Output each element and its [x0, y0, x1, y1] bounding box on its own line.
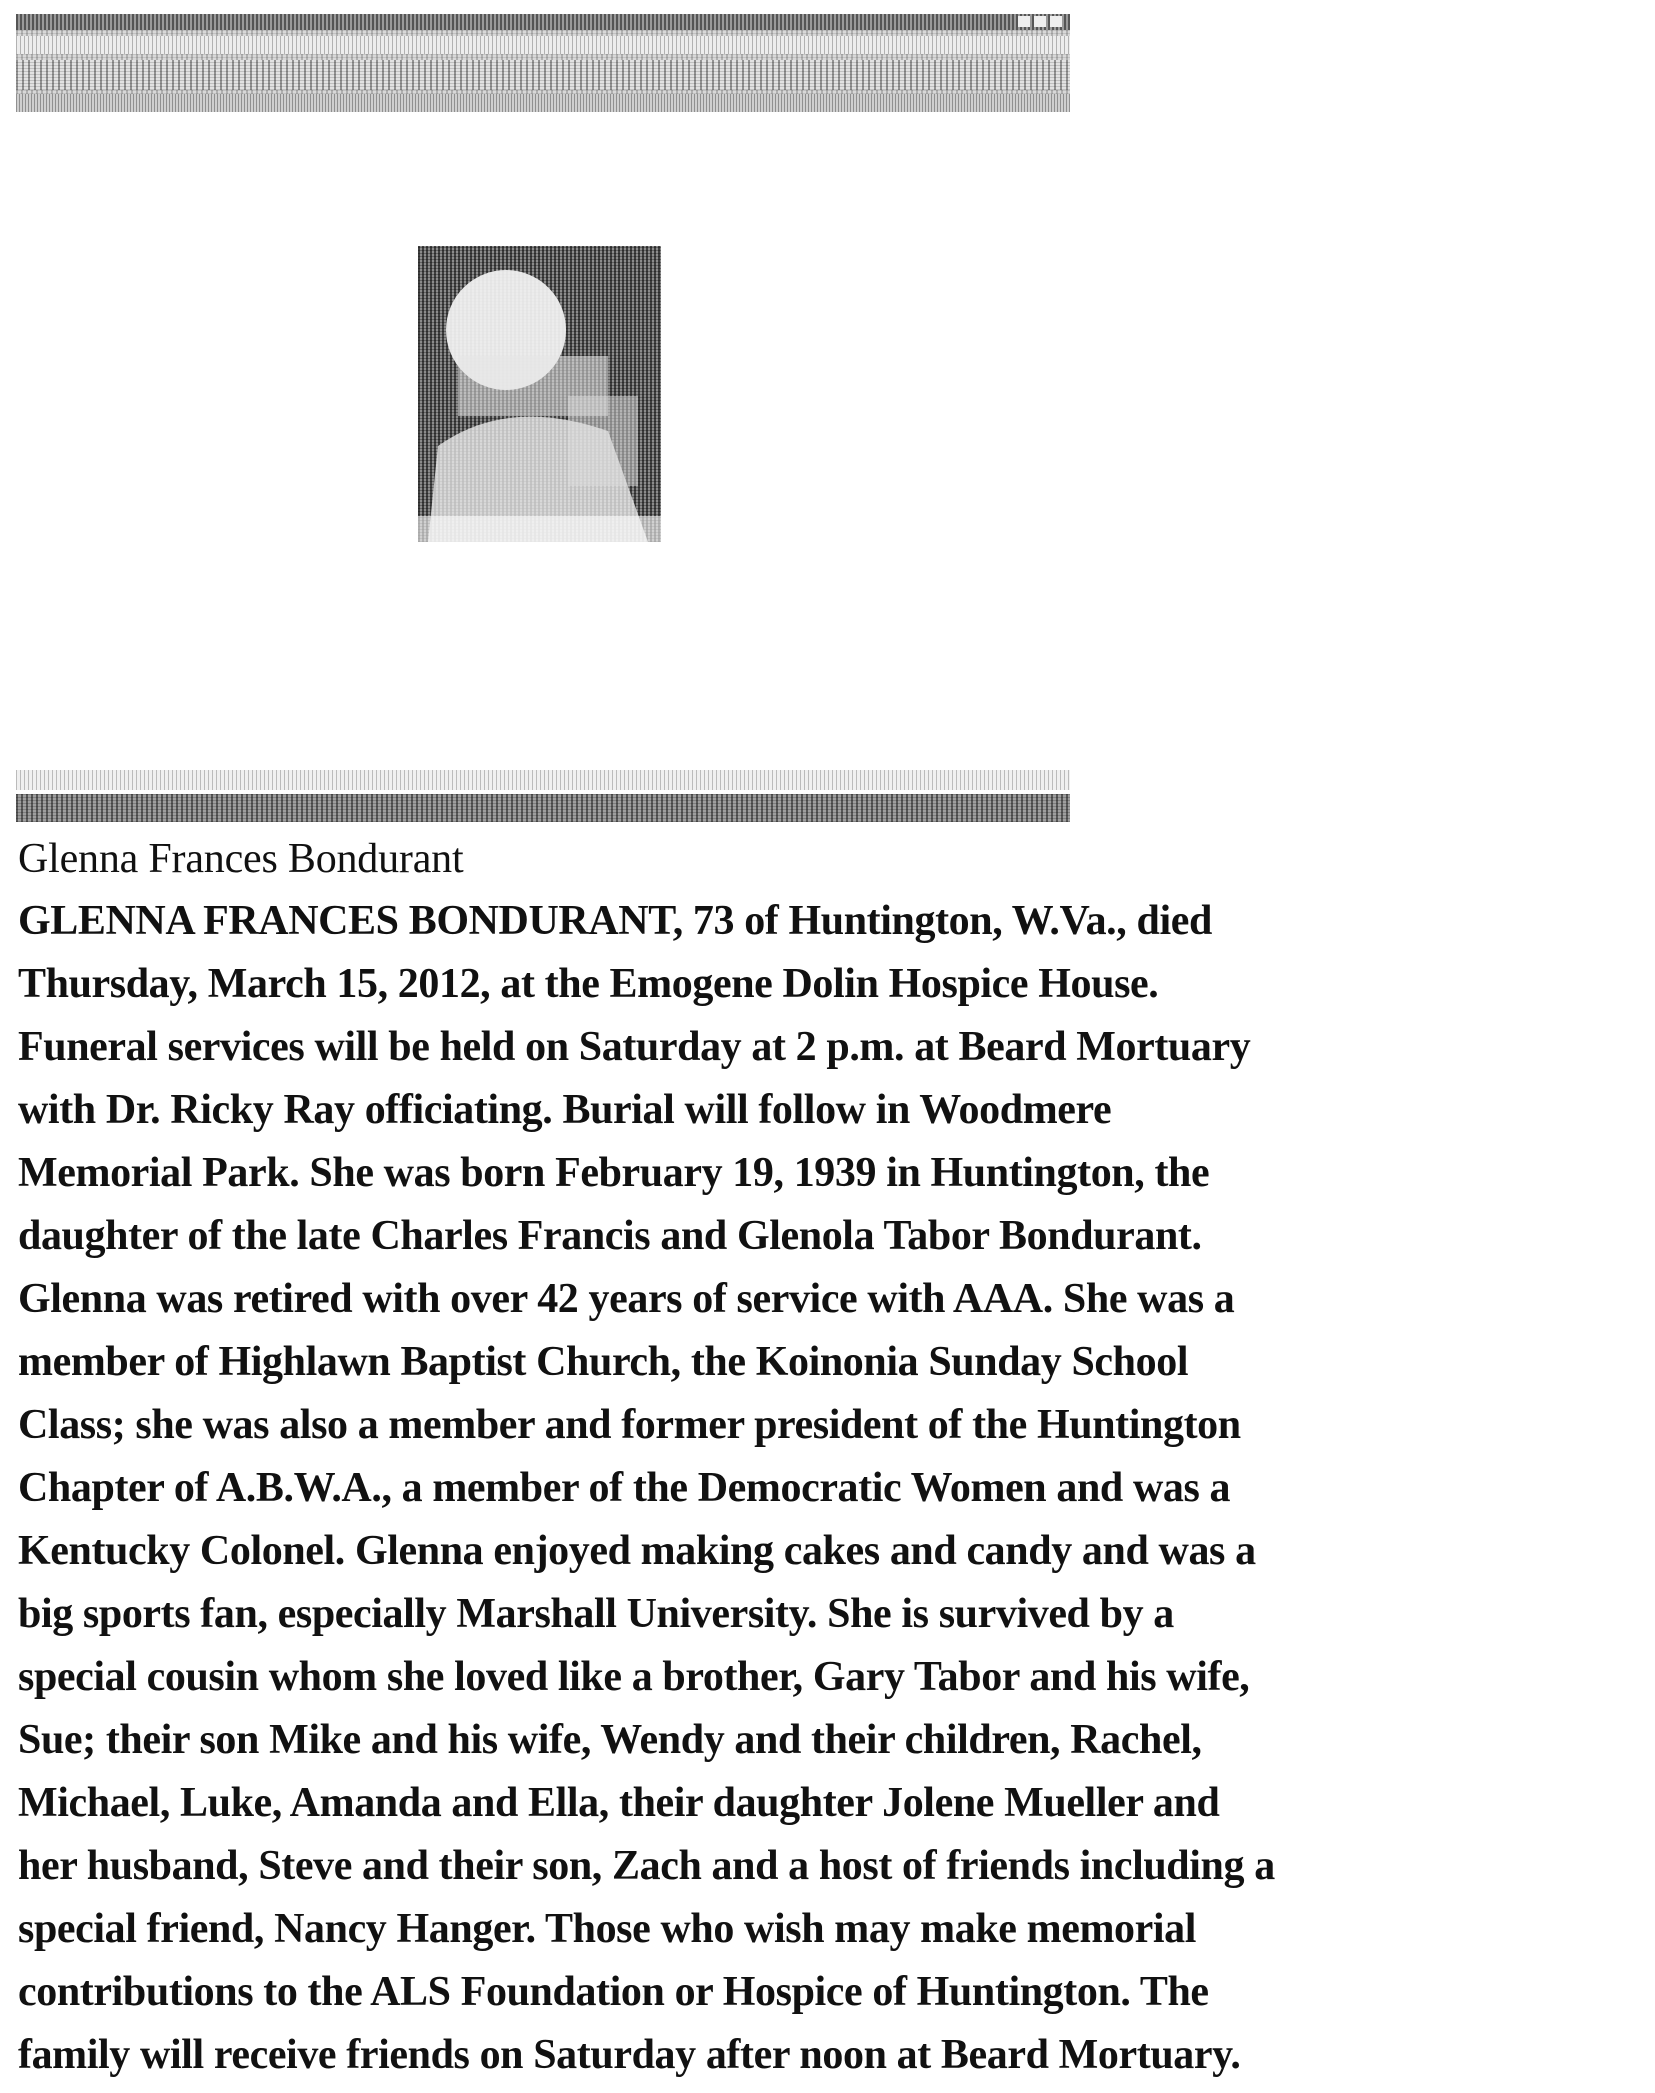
obituary-line: daughter of the late Charles Francis and Glenola Tabor Bondurant. [18, 1213, 1202, 1259]
address-bar [16, 94, 1070, 112]
obituary-line: special cousin whom she loved like a brother, Gary Tabor and his wife, [18, 1654, 1250, 1700]
obituary-line: Memorial Park. She was born February 19, 1939 in Huntington, the [18, 1150, 1210, 1196]
obituary-line: Michael, Luke, Amanda and Ella, their daughter Jolene Mueller and [18, 1780, 1220, 1826]
toolbar-strip [16, 60, 1070, 90]
browser-statusbar-scan [16, 770, 1070, 822]
portrait-photo-icon [418, 246, 661, 542]
obituary-line: special friend, Nancy Hanger. Those who wish may make memorial [18, 1906, 1197, 1952]
obituary-line: contributions to the ALS Foundation or Hospice of Huntington. The [18, 1969, 1209, 2015]
obituary-line: Class; she was also a member and former president of the Huntington [18, 1402, 1241, 1448]
obituary-line: Funeral services will be held on Saturday at 2 p.m. at Beard Mortuary [18, 1024, 1251, 1070]
status-bar [16, 770, 1070, 790]
obituary-line: Chapter of A.B.W.A., a member of the Democratic Women and was a [18, 1465, 1231, 1511]
menu-bar [16, 36, 1070, 54]
taskbar-strip [16, 794, 1070, 822]
obituary-heading: Glenna Frances Bondurant [18, 836, 464, 882]
minimize-icon [1018, 16, 1030, 27]
close-icon [1050, 16, 1062, 27]
obituary-line: Glenna was retired with over 42 years of service with AAA. She was a [18, 1276, 1235, 1322]
obituary-line: Kentucky Colonel. Glenna enjoyed making cakes and candy and was a [18, 1528, 1256, 1574]
obituary-line: member of Highlawn Baptist Church, the Koinonia Sunday School [18, 1339, 1189, 1385]
obituary-line: her husband, Steve and their son, Zach and a host of friends including a [18, 1843, 1275, 1889]
obituary-line: Thursday, March 15, 2012, at the Emogene Dolin Hospice House. [18, 961, 1159, 1007]
window-titlebar [16, 14, 1070, 30]
browser-toolbar-scan [16, 14, 1070, 112]
maximize-icon [1034, 16, 1046, 27]
obituary-line: family will receive friends on Saturday after noon at Beard Mortuary. [18, 2032, 1241, 2078]
obituary-line: Sue; their son Mike and his wife, Wendy and their children, Rachel, [18, 1717, 1202, 1763]
portrait-silhouette [418, 246, 661, 542]
obituary-line: big sports fan, especially Marshall University. She is survived by a [18, 1591, 1174, 1637]
obituary-line: with Dr. Ricky Ray officiating. Burial will follow in Woodmere [18, 1087, 1112, 1133]
obituary-line: GLENNA FRANCES BONDURANT, 73 of Huntington, W.Va., died [18, 898, 1212, 944]
obituary-body [18, 890, 1638, 2087]
